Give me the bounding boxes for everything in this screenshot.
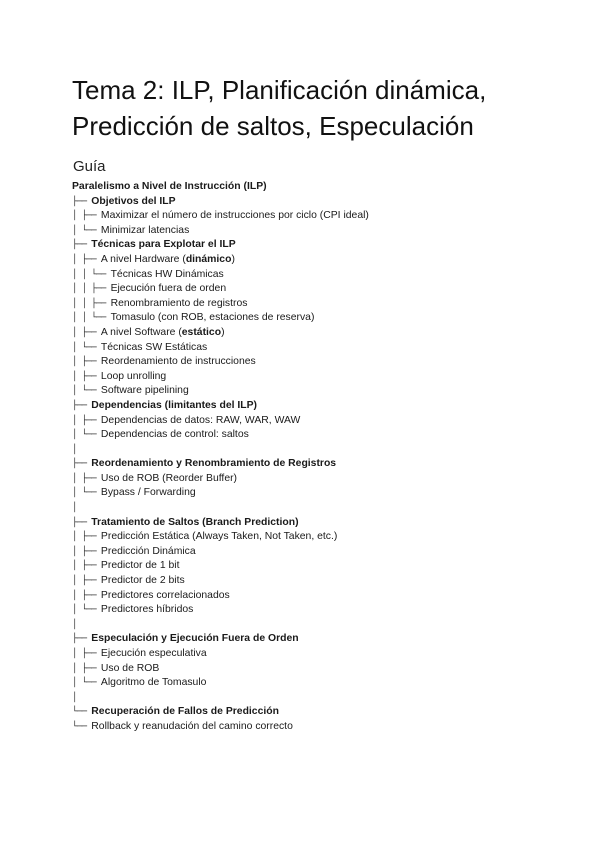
tree-item [72, 559, 572, 574]
tree-item-text: Rollback y reanudación del camino correcto [91, 720, 293, 732]
tree-connector: │ │ └── [72, 313, 111, 324]
tree-item [72, 253, 572, 268]
tree-item-label [101, 356, 256, 367]
tree-item-text: Uso de ROB (Reorder Buffer) [100, 472, 238, 484]
tree-connector: │ └── [72, 678, 101, 689]
tree-item-text: Bypass / Forwarding [100, 487, 196, 499]
tree-item [72, 589, 572, 604]
tree-item-label [91, 517, 298, 528]
tree-item-text: Software pipelining [100, 385, 189, 397]
tree-item-text: Maximizar el número de instrucciones por ciclo (CPI ideal) [100, 210, 369, 222]
tree-item-label [111, 283, 227, 294]
tree-item-label [111, 312, 315, 323]
tree-item [72, 632, 572, 647]
tree-item-text: Reordenamiento y Renombramiento de Registros [91, 458, 337, 470]
tree-item [72, 705, 572, 720]
tree-item-label [101, 560, 180, 571]
tree-item-label [91, 196, 175, 207]
tree-item-label [101, 590, 230, 601]
tree-item-text: Loop unrolling [100, 370, 167, 382]
tree-item [72, 662, 572, 677]
tree-connector: │ ├── [72, 254, 101, 265]
tree-connector: │ ├── [72, 546, 101, 557]
tree-item [72, 618, 572, 633]
tree-connector: ├── [72, 240, 92, 251]
tree-connector: │ │ └── [72, 269, 111, 280]
tree-item [72, 691, 572, 706]
tree-item-emphasis: estático [181, 326, 222, 338]
tree-connector: │ ├── [72, 211, 101, 222]
tree-item [72, 268, 572, 283]
tree-item [72, 720, 572, 735]
tree-connector: │ [72, 503, 77, 514]
tree-item-text: Minimizar latencias [100, 224, 190, 236]
tree-connector: │ [72, 444, 77, 455]
tree-connector: │ └── [72, 430, 101, 441]
tree-item-text: Técnicas SW Estáticas [100, 341, 208, 353]
tree-item-text: Recuperación de Fallos de Predicción [91, 706, 279, 718]
tree-item [72, 472, 572, 487]
tree-connector: │ │ ├── [72, 284, 111, 295]
tree-item-label [101, 546, 196, 557]
tree-item-label [101, 210, 369, 221]
tree-item-label [101, 648, 207, 659]
section-heading: Guía [73, 158, 106, 175]
tree-item [72, 516, 572, 531]
tree-item [72, 370, 572, 385]
tree-item-text-suffix: ) [221, 326, 225, 338]
tree-item [72, 676, 572, 691]
tree-item-text: Tratamiento de Saltos (Branch Prediction) [91, 516, 299, 528]
tree-item-text: Objetivos del ILP [91, 195, 176, 207]
tree-item-label [111, 298, 248, 309]
tree-item-label [72, 181, 267, 192]
tree-item-label [101, 677, 207, 688]
tree-item [72, 297, 572, 312]
page-title-line-2: Predicción de saltos, Especulación [72, 111, 474, 141]
tree-item-label [91, 458, 336, 469]
tree-item-label [91, 721, 293, 732]
tree-item-text: A nivel Hardware ( [100, 253, 186, 265]
tree-item-label [101, 531, 337, 542]
tree-item [72, 282, 572, 297]
tree-item-label [101, 371, 166, 382]
tree-item-text: Ejecución fuera de orden [110, 283, 227, 295]
tree-item-label [101, 575, 185, 586]
tree-item-text: Uso de ROB [100, 662, 160, 674]
tree-connector: ├── [72, 459, 92, 470]
tree-item [72, 209, 572, 224]
tree-item-label [101, 254, 235, 265]
tree-connector: │ ├── [72, 576, 101, 587]
tree-item [72, 355, 572, 370]
tree-item-text: Predictores híbridos [100, 604, 194, 616]
tree-item [72, 603, 572, 618]
tree-item-text: Predictor de 2 bits [100, 575, 185, 587]
tree-connector: └── [72, 707, 92, 718]
tree-item [72, 486, 572, 501]
tree-item-text: Dependencias (limitantes del ILP) [91, 399, 257, 411]
tree-connector: │ │ ├── [72, 298, 111, 309]
tree-item-text: Predicción Estática (Always Taken, Not Taken, etc.) [100, 531, 338, 543]
tree-item-text: Renombramiento de registros [110, 297, 248, 309]
tree-item [72, 501, 572, 516]
tree-item-text: Predictores correlacionados [100, 589, 230, 601]
tree-connector: │ └── [72, 342, 101, 353]
tree-connector: │ ├── [72, 327, 101, 338]
tree-item-text: Algoritmo de Tomasulo [100, 677, 207, 689]
tree-connector: │ └── [72, 386, 101, 397]
tree-item-label [91, 400, 257, 411]
tree-item-emphasis: dinámico [185, 253, 232, 265]
tree-item [72, 530, 572, 545]
tree-connector: │ ├── [72, 663, 101, 674]
tree-connector: │ ├── [72, 473, 101, 484]
tree-connector: │ ├── [72, 532, 101, 543]
tree-item-text: Técnicas para Explotar el ILP [91, 239, 236, 251]
page-title [72, 72, 572, 144]
tree-connector: ├── [72, 196, 92, 207]
tree-item-label [101, 663, 159, 674]
tree-item [72, 224, 572, 239]
tree-connector: │ [72, 619, 77, 630]
tree-connector: ├── [72, 400, 92, 411]
tree-item-text: A nivel Software ( [100, 326, 182, 338]
tree-connector: │ ├── [72, 357, 101, 368]
tree-item [72, 195, 572, 210]
tree-item-text: Tomasulo (con ROB, estaciones de reserva) [110, 312, 315, 324]
tree-item-label [101, 473, 237, 484]
tree-connector: ├── [72, 517, 92, 528]
tree-item-label [101, 385, 189, 396]
tree-item-text: Especulación y Ejecución Fuera de Orden [91, 633, 299, 645]
outline-tree [72, 180, 572, 735]
tree-item [72, 384, 572, 399]
page-title-line-1: Tema 2: ILP, Planificación dinámica, [72, 75, 487, 105]
tree-item-text: Técnicas HW Dinámicas [110, 268, 224, 280]
tree-item-label [101, 342, 207, 353]
tree-item-text: Predicción Dinámica [100, 545, 196, 557]
tree-connector: │ └── [72, 605, 101, 616]
tree-item-label [101, 415, 300, 426]
tree-item-text: Dependencias de datos: RAW, WAR, WAW [100, 414, 301, 426]
tree-connector: │ ├── [72, 649, 101, 659]
tree-item [72, 311, 572, 326]
tree-item-text: Dependencias de control: saltos [100, 429, 249, 441]
tree-connector: │ ├── [72, 590, 101, 601]
tree-item-label [111, 269, 224, 280]
tree-item [72, 238, 572, 253]
tree-connector: │ └── [72, 488, 101, 499]
tree-connector: │ ├── [72, 415, 101, 426]
tree-item [72, 399, 572, 414]
tree-connector: └── [72, 721, 92, 732]
tree-item [72, 414, 572, 429]
tree-item-text: Paralelismo a Nivel de Instrucción (ILP) [72, 181, 267, 192]
tree-item-text: Predictor de 1 bit [100, 560, 180, 572]
tree-item-text-suffix: ) [231, 253, 235, 265]
tree-item-label [91, 239, 235, 250]
tree-item-text: Ejecución especulativa [100, 648, 207, 659]
tree-item [72, 180, 572, 195]
tree-connector: ├── [72, 634, 92, 645]
tree-item-text: Reordenamiento de instrucciones [100, 356, 256, 368]
tree-item-label [101, 487, 196, 498]
tree-item [72, 457, 572, 472]
tree-connector: │ ├── [72, 371, 101, 382]
tree-item-label [91, 633, 298, 644]
tree-item-label [91, 706, 279, 717]
tree-item-label [101, 327, 225, 338]
tree-item [72, 428, 572, 443]
tree-item [72, 443, 572, 458]
tree-item [72, 574, 572, 589]
tree-item [72, 647, 572, 662]
tree-connector: │ └── [72, 225, 101, 236]
tree-item [72, 545, 572, 560]
tree-item [72, 341, 572, 356]
tree-item [72, 326, 572, 341]
tree-connector: │ [72, 692, 77, 703]
tree-item-label [101, 604, 193, 615]
tree-item-label [101, 225, 189, 236]
tree-item-label [101, 429, 249, 440]
tree-connector: │ ├── [72, 561, 101, 572]
